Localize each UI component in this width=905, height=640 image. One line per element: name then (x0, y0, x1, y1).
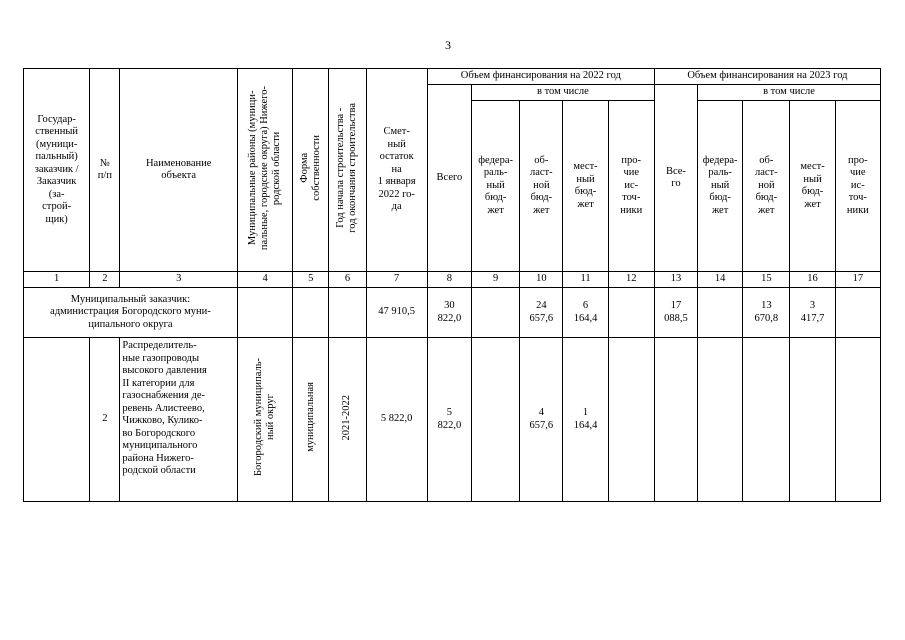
header-other-2022: про- чие ис- точ- ники (608, 101, 654, 272)
col-num-15: 15 (743, 272, 790, 288)
customer-label: Муниципальный заказчик: администрация Богородского муни- ципального округа (24, 288, 238, 338)
col-num-14: 14 (698, 272, 743, 288)
customer-row (24, 288, 881, 338)
header-ownership: Форма собственности (293, 69, 329, 272)
header-total-2023: Все- го (654, 85, 697, 272)
header-regional-2022: об- ласт- ной бюд- жет (520, 101, 563, 272)
header-local-2023: мест- ный бюд- жет (790, 101, 835, 272)
object-years: 2021-2022 (329, 338, 366, 502)
header-customer: Государ- ственный (муници- пальный) заказчик / Заказчик (за- строй- щик) (24, 69, 90, 272)
header-other-2023: про- чие ис- точ- ники (835, 101, 880, 272)
object-regional-2023 (743, 338, 790, 502)
customer-total-2022: 30 822,0 (427, 288, 471, 338)
column-number-row (24, 272, 881, 288)
object-ownership: муниципальная (293, 338, 329, 502)
col-num-9: 9 (472, 272, 520, 288)
object-other-2023 (835, 338, 880, 502)
customer-federal-2022 (472, 288, 520, 338)
object-federal-2022 (472, 338, 520, 502)
object-federal-2023 (698, 338, 743, 502)
header-years: Год начала строительства - год окончания строительства (329, 69, 366, 272)
col-num-5: 5 (293, 272, 329, 288)
object-total-2022: 5 822,0 (427, 338, 471, 502)
object-local-2023 (790, 338, 835, 502)
col-num-12: 12 (608, 272, 654, 288)
customer-local-2022: 6 164,4 (563, 288, 608, 338)
header-object-name: Наименование объекта (120, 69, 238, 272)
object-regional-2022: 4 657,6 (520, 338, 563, 502)
header-districts: Муниципальные районы (муници- пальные, городские округа) Нижего- родской области (237, 69, 292, 272)
col-num-13: 13 (654, 272, 697, 288)
customer-remaining: 47 910,5 (366, 288, 427, 338)
object-row (24, 338, 881, 502)
col-num-16: 16 (790, 272, 835, 288)
investment-table (23, 68, 881, 502)
col-num-8: 8 (427, 272, 471, 288)
customer-ownership (293, 288, 329, 338)
col-num-11: 11 (563, 272, 608, 288)
header-federal-2023: федера- раль- ный бюд- жет (698, 101, 743, 272)
object-other-2022 (608, 338, 654, 502)
header-remaining: Смет- ный остаток на 1 января 2022 го- да (366, 69, 427, 272)
col-num-7: 7 (366, 272, 427, 288)
customer-total-2023: 17 088,5 (654, 288, 697, 338)
header-funding-2022: Объем финансирования на 2022 год (427, 69, 654, 85)
col-num-1: 1 (24, 272, 90, 288)
header-num: № п/п (90, 69, 120, 272)
customer-local-2023: 3 417,7 (790, 288, 835, 338)
customer-district (237, 288, 292, 338)
col-num-3: 3 (120, 272, 238, 288)
customer-years (329, 288, 366, 338)
header-including-2022: в том числе (472, 85, 655, 101)
col-num-4: 4 (237, 272, 292, 288)
col-num-10: 10 (520, 272, 563, 288)
customer-regional-2022: 24 657,6 (520, 288, 563, 338)
object-num: 2 (90, 338, 120, 502)
object-name: Распределитель- ные газопроводы высокого давления II категории для газоснабжения де- ревень Алистеево, Чижково, Кулико- во Богородского муниципального района Нижего- родской области (120, 338, 238, 502)
customer-federal-2023 (698, 288, 743, 338)
object-customer (24, 338, 90, 502)
col-num-2: 2 (90, 272, 120, 288)
customer-other-2022 (608, 288, 654, 338)
customer-other-2023 (835, 288, 880, 338)
customer-regional-2023: 13 670,8 (743, 288, 790, 338)
header-local-2022: мест- ный бюд- жет (563, 101, 608, 272)
object-district: Богородский муниципаль- ный округ (237, 338, 292, 502)
object-total-2023 (654, 338, 697, 502)
object-local-2022: 1 164,4 (563, 338, 608, 502)
col-num-17: 17 (835, 272, 880, 288)
object-remaining: 5 822,0 (366, 338, 427, 502)
header-federal-2022: федера- раль- ный бюд- жет (472, 101, 520, 272)
page-number: 3 (445, 38, 451, 52)
col-num-6: 6 (329, 272, 366, 288)
header-regional-2023: об- ласт- ной бюд- жет (743, 101, 790, 272)
header-funding-2023: Объем финансирования на 2023 год (654, 69, 880, 85)
header-total-2022: Всего (427, 85, 471, 272)
header-including-2023: в том числе (698, 85, 881, 101)
